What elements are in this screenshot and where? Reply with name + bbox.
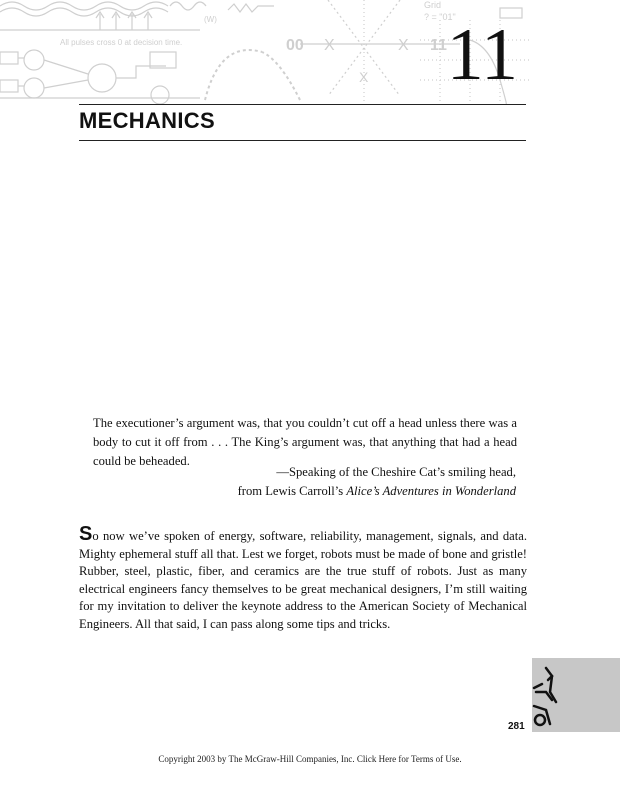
attribution-prefix: from Lewis Carroll’s xyxy=(237,484,347,498)
header-art-label: X xyxy=(398,37,409,54)
chapter-title: MECHANICS xyxy=(79,108,215,133)
epigraph-attribution-line1: —Speaking of the Cheshire Cat’s smiling head, xyxy=(276,465,516,479)
header-art-label: 11 xyxy=(430,37,447,54)
body-paragraph-text: o now we’ve spoken of energy, software, reliability, management, signals, and data. Mighty ephemeral stuff all that. Lest we forget, robots must be made of bone and gristle! Rubber, steel, plastic, fiber, and ceramics are the true stuff of robots. Just as many electrical engineers fancy themselves to be great mechanical designers, I’m still waiting for my invitation to deliver the keynote address to the American Society of Mechanical Engineers. All that said, I can pass along some tips and tricks. xyxy=(79,529,527,631)
header-art-label: Grid xyxy=(424,0,442,10)
epigraph-quote: The executioner’s argument was, that you couldn’t cut off a head unless there was a body to cut it off from . . . The King’s argument was, that anything that had a head could be beheaded. xyxy=(93,416,517,468)
drop-cap: S xyxy=(79,523,93,545)
copyright-notice[interactable]: Copyright 2003 by The McGraw-Hill Companies, Inc. Click Here for Terms of Use. xyxy=(158,754,462,764)
chapter-number: 11 xyxy=(446,14,518,96)
robot-arm-icon xyxy=(532,662,572,732)
chapter-thumb-tab xyxy=(532,658,620,732)
header-art-label: (W) xyxy=(204,15,217,24)
header-art-label: ? = "01" xyxy=(424,12,456,22)
epigraph-attribution-line2 xyxy=(238,482,516,501)
body-paragraph xyxy=(79,524,527,634)
header-art-label: X xyxy=(359,69,369,85)
title-top-rule xyxy=(79,104,526,105)
attribution-book-title: Alice’s Adventures in Wonderland xyxy=(346,484,516,498)
header-art-label: X xyxy=(324,37,335,54)
title-bottom-rule xyxy=(79,140,526,141)
header-art-caption: All pulses cross 0 at decision time. xyxy=(60,38,183,47)
page-number: 281 xyxy=(508,721,525,732)
header-art-label: 00 xyxy=(286,37,304,54)
